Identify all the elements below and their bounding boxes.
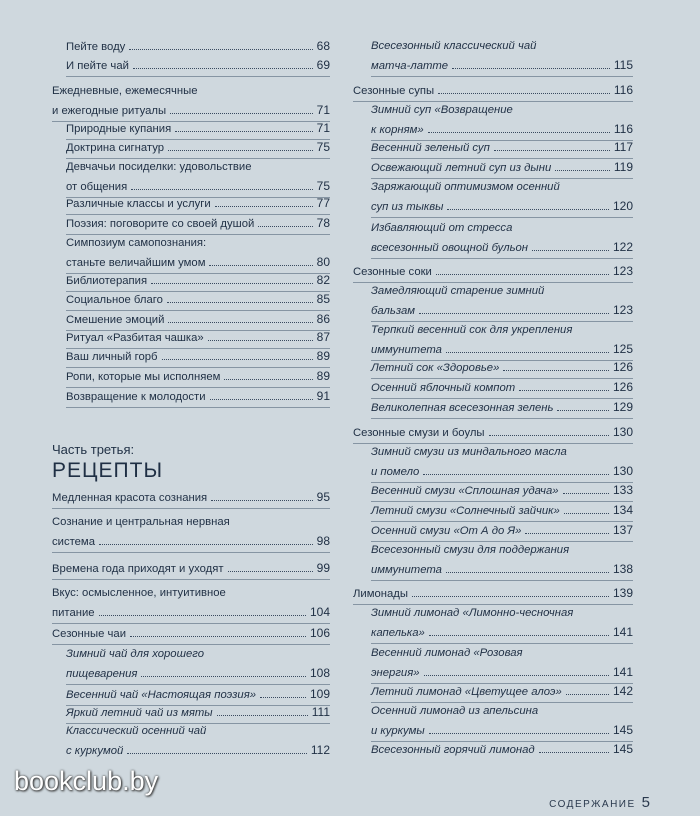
page-number: 5 <box>641 794 650 811</box>
toc-page-number: 75 <box>316 140 330 154</box>
toc-page-number: 104 <box>309 605 330 619</box>
toc-entry <box>353 81 633 102</box>
toc-entry <box>371 378 633 399</box>
toc-entry-title-line: Заряжающий оптимизмом осенний <box>371 181 560 193</box>
dot-leader <box>228 571 313 572</box>
toc-entry <box>371 321 633 361</box>
toc-entry-title: Природные купания <box>66 123 172 135</box>
dot-leader <box>151 283 313 284</box>
dot-leader <box>175 131 312 132</box>
part-title: РЕЦЕПТЫ <box>52 459 164 482</box>
toc-entry <box>371 178 633 218</box>
toc-page-number: 95 <box>316 490 330 504</box>
dot-leader <box>564 513 609 514</box>
toc-page-number: 75 <box>316 179 330 193</box>
dot-leader <box>412 596 609 597</box>
toc-entry-title: Летний лимонад «Цветущее алоэ» <box>371 686 562 698</box>
dot-leader <box>503 370 609 371</box>
toc-entry-title: Летний смузи «Солнечный зайчик» <box>371 505 560 517</box>
toc-entry-title: капелька» <box>371 627 425 639</box>
toc-page-number: 78 <box>316 216 330 230</box>
toc-page-number: 119 <box>613 160 633 174</box>
toc-entry <box>353 262 633 283</box>
toc-entry <box>66 703 330 724</box>
dot-leader <box>127 753 307 754</box>
toc-entry-title-line: Зимний суп «Возвращение <box>371 104 513 116</box>
toc-entry <box>371 37 633 77</box>
toc-entry-title: Ропи, которые мы исполняем <box>66 371 221 383</box>
dot-leader <box>133 68 313 69</box>
dot-leader <box>419 313 609 314</box>
toc-entry <box>371 702 633 742</box>
toc-entry-title: Сезонные чаи <box>52 628 127 640</box>
toc-entry <box>353 584 633 605</box>
toc-entry-title: Ритуал «Разбитая чашка» <box>66 332 204 344</box>
toc-entry-title: пищеварения <box>66 668 138 680</box>
toc-entry <box>66 158 330 198</box>
toc-entry-title-line: Зимний чай для хорошего <box>66 648 204 660</box>
toc-entry-title: матча-латте <box>371 60 449 72</box>
toc-entry <box>66 194 330 215</box>
part-label: Часть третья: <box>52 442 135 457</box>
toc-page-number: 82 <box>316 273 330 287</box>
dot-leader <box>217 715 308 716</box>
toc-entry <box>66 271 330 292</box>
toc-entry <box>66 37 330 57</box>
toc-entry-title: бальзам <box>371 305 415 317</box>
toc-entry <box>371 101 633 141</box>
dot-leader <box>446 352 609 353</box>
toc-entry-title-line: Избавляющий от стресса <box>371 222 513 234</box>
toc-page-number: 134 <box>612 503 633 517</box>
toc-entry-title-line: Сознание и центральная нервная <box>52 516 230 528</box>
toc-entry-title-line: Терпкий весенний сок для укрепления <box>371 324 573 336</box>
toc-page-number: 68 <box>316 39 330 53</box>
dot-leader <box>566 694 609 695</box>
toc-entry-title-line: Классический осенний чай <box>66 725 207 737</box>
toc-entry-title: Осенний яблочный компот <box>371 382 516 394</box>
toc-entry <box>371 541 633 581</box>
toc-entry-title: энергия» <box>371 667 420 679</box>
dot-leader <box>532 250 609 251</box>
toc-page-number: 111 <box>311 705 330 719</box>
toc-entry-title-line: Всесезонный смузи для поддержания <box>371 544 570 556</box>
toc-entry <box>52 488 330 509</box>
toc-entry-title-line: Зимний смузи из миндального масла <box>371 446 567 458</box>
toc-entry-title: Лимонады <box>353 588 409 600</box>
toc-page-number: 141 <box>612 625 633 639</box>
toc-entry-title: система <box>52 536 95 548</box>
toc-page-number: 117 <box>613 140 633 154</box>
toc-entry-title: Различные классы и услуги <box>66 198 211 210</box>
toc-entry-title: от общения <box>66 181 128 193</box>
toc-entry-title: иммунитета <box>371 564 442 576</box>
dot-leader <box>557 410 609 411</box>
toc-entry-title: Возвращение к молодости <box>66 391 206 403</box>
toc-entry-title: и куркумы <box>371 725 425 737</box>
toc-entry <box>52 82 330 122</box>
dot-leader <box>170 113 313 114</box>
dot-leader <box>129 49 312 50</box>
dot-leader <box>260 697 306 698</box>
dot-leader <box>167 302 313 303</box>
toc-entry-title: Сезонные супы <box>353 85 435 97</box>
dot-leader <box>423 474 609 475</box>
toc-entry-title: Освежающий летний суп из дыни <box>371 162 552 174</box>
toc-entry <box>66 645 330 685</box>
toc-entry <box>371 740 633 760</box>
toc-entry-title: к корням» <box>371 124 424 136</box>
toc-entry <box>371 138 633 159</box>
toc-entry <box>66 722 330 761</box>
toc-entry-title-line: Осенний лимонад из апельсина <box>371 705 539 717</box>
toc-entry <box>371 604 633 644</box>
dot-leader <box>429 635 609 636</box>
toc-page-number: 145 <box>612 742 633 756</box>
toc-entry <box>66 234 330 274</box>
toc-entry-title: Весенний зеленый суп <box>371 142 490 154</box>
toc-entry <box>371 443 633 483</box>
toc-page-number: 126 <box>612 380 633 394</box>
toc-entry-title-line: Ежедневные, ежемесячные <box>52 85 198 97</box>
dot-leader <box>209 265 312 266</box>
toc-page-number: 87 <box>316 330 330 344</box>
toc-entry <box>66 367 330 388</box>
toc-page-number: 129 <box>612 400 633 414</box>
toc-entry <box>371 481 633 502</box>
toc-entry-title: питание <box>52 607 95 619</box>
toc-page-number: 137 <box>612 523 633 537</box>
dot-leader <box>224 379 312 380</box>
toc-entry-title: Социальное благо <box>66 294 163 306</box>
toc-entry-title: Поэзия: поговорите со своей душой <box>66 218 255 230</box>
toc-entry <box>371 398 633 419</box>
toc-page-number: 112 <box>310 743 330 757</box>
toc-page-number: 125 <box>612 342 633 356</box>
page-footer <box>549 794 650 811</box>
toc-entry <box>66 119 330 140</box>
toc-entry <box>353 423 633 444</box>
toc-page-number: 123 <box>612 303 633 317</box>
toc-entry <box>371 521 633 542</box>
toc-page-number: 130 <box>612 425 633 439</box>
toc-entry-title: станьте величайшим умом <box>66 257 206 269</box>
toc-page-number: 86 <box>316 312 330 326</box>
toc-entry-title-line: Весенний лимонад «Розовая <box>371 647 523 659</box>
dot-leader <box>215 206 313 207</box>
toc-entry <box>66 138 330 159</box>
toc-page-number: 71 <box>316 103 330 117</box>
toc-entry-title: Библиотерапия <box>66 275 148 287</box>
dot-leader <box>131 189 312 190</box>
toc-entry <box>371 501 633 522</box>
toc-page-number: 106 <box>309 626 330 640</box>
toc-entry-title: Весенний чай «Настоящая поэзия» <box>66 689 257 701</box>
dot-leader <box>555 170 610 171</box>
dot-leader <box>429 733 609 734</box>
toc-entry <box>66 214 330 235</box>
dot-leader <box>99 615 306 616</box>
toc-page-number: 139 <box>612 586 633 600</box>
toc-entry <box>66 347 330 368</box>
toc-page-number: 141 <box>612 665 633 679</box>
toc-entry-title: Летний сок «Здоровье» <box>371 362 500 374</box>
toc-entry-title-line: Девчачьи посиделки: удовольствие <box>66 161 252 173</box>
footer-label: СОДЕРЖАНИЕ <box>549 799 636 810</box>
toc-entry-title: Времена года приходят и уходят <box>52 563 224 575</box>
dot-leader <box>168 150 313 151</box>
toc-entry <box>66 56 330 77</box>
dot-leader <box>452 68 610 69</box>
toc-entry-title-line: Симпозиум самопознания: <box>66 237 207 249</box>
toc-entry-title: Медленная красота сознания <box>52 492 208 504</box>
toc-entry-title-line: Вкус: осмысленное, интуитивное <box>52 587 226 599</box>
watermark: bookclub.by <box>14 766 159 796</box>
toc-entry-title-line: Замедляющий старение зимний <box>371 285 545 297</box>
toc-entry-title: Сезонные соки <box>353 266 432 278</box>
toc-page-number: 109 <box>309 687 330 701</box>
toc-page-number: 130 <box>612 464 633 478</box>
dot-leader <box>130 636 306 637</box>
toc-entry <box>371 358 633 379</box>
toc-entry-title: с куркумой <box>66 745 124 757</box>
toc-entry-title: суп из тыквы <box>371 201 444 213</box>
toc-page-number: 77 <box>316 196 330 210</box>
dot-leader <box>489 435 609 436</box>
dot-leader <box>162 359 313 360</box>
dot-leader <box>446 572 609 573</box>
dot-leader <box>447 209 609 210</box>
toc-page-number: 71 <box>316 121 330 135</box>
toc-page-number: 138 <box>612 562 633 576</box>
toc-page-number: 91 <box>316 389 330 403</box>
toc-entry-title: Всесезонный горячий лимонад <box>371 744 535 756</box>
toc-entry <box>371 682 633 703</box>
dot-leader <box>424 675 609 676</box>
toc-page-number: 89 <box>316 349 330 363</box>
toc-entry <box>66 387 330 408</box>
toc-entry-title: Пейте воду <box>66 41 126 53</box>
toc-page-number: 122 <box>612 240 633 254</box>
toc-page-number: 80 <box>316 255 330 269</box>
toc-page-number: 145 <box>612 723 633 737</box>
toc-entry <box>66 290 330 311</box>
dot-leader <box>211 500 313 501</box>
toc-page-number: 108 <box>309 666 330 680</box>
toc-page-number: 126 <box>612 360 633 374</box>
toc-page-number: 85 <box>316 292 330 306</box>
toc-entry-title-line: Всесезонный классический чай <box>371 40 537 52</box>
dot-leader <box>208 340 313 341</box>
toc-page-number: 69 <box>316 58 330 72</box>
dot-leader <box>428 132 610 133</box>
toc-page-number: 142 <box>612 684 633 698</box>
toc-entry <box>52 584 330 624</box>
toc-page-number: 115 <box>613 58 633 72</box>
toc-page-number: 98 <box>316 534 330 548</box>
dot-leader <box>438 93 610 94</box>
toc-page-number: 116 <box>613 83 633 97</box>
toc-entry-title: и ежегодные ритуалы <box>52 105 167 117</box>
dot-leader <box>141 676 306 677</box>
toc-page-number: 133 <box>612 483 633 497</box>
toc-entry <box>52 513 330 553</box>
toc-entry <box>371 644 633 684</box>
toc-entry <box>52 559 330 580</box>
toc-page-number: 123 <box>612 264 633 278</box>
toc-entry-title: и помело <box>371 466 420 478</box>
toc-entry <box>371 282 633 322</box>
toc-entry <box>66 328 330 349</box>
toc-entry <box>371 158 633 179</box>
toc-entry-title: Смешение эмоций <box>66 314 165 326</box>
toc-entry-title: всесезонный овощной бульон <box>371 242 529 254</box>
toc-page-number: 116 <box>613 122 633 136</box>
dot-leader <box>436 274 609 275</box>
dot-leader <box>258 226 312 227</box>
dot-leader <box>519 390 609 391</box>
toc-entry-title: Доктрина сигнатур <box>66 142 165 154</box>
toc-entry-title-line: Зимний лимонад «Лимонно-чесночная <box>371 607 574 619</box>
dot-leader <box>168 322 312 323</box>
dot-leader <box>494 150 610 151</box>
toc-entry-title: Весенний смузи «Сплошная удача» <box>371 485 559 497</box>
toc-entry-title: Великолепная всесезонная зелень <box>371 402 554 414</box>
toc-entry <box>371 219 633 259</box>
toc-page-number: 89 <box>316 369 330 383</box>
dot-leader <box>539 752 609 753</box>
toc-entry-title: иммунитета <box>371 344 442 356</box>
dot-leader <box>563 493 609 494</box>
toc-entry <box>52 624 330 645</box>
toc-entry-title: Сезонные смузи и боулы <box>353 427 485 439</box>
dot-leader <box>99 544 313 545</box>
dot-leader <box>525 533 609 534</box>
toc-entry-title: Яркий летний чай из мяты <box>66 707 213 719</box>
dot-leader <box>210 399 313 400</box>
toc-entry-title: Осенний смузи «От А до Я» <box>371 525 522 537</box>
toc-page-number: 99 <box>316 561 330 575</box>
toc-entry-title: И пейте чай <box>66 60 129 72</box>
toc-entry-title: Ваш личный горб <box>66 351 158 363</box>
toc-page-number: 120 <box>612 199 633 213</box>
